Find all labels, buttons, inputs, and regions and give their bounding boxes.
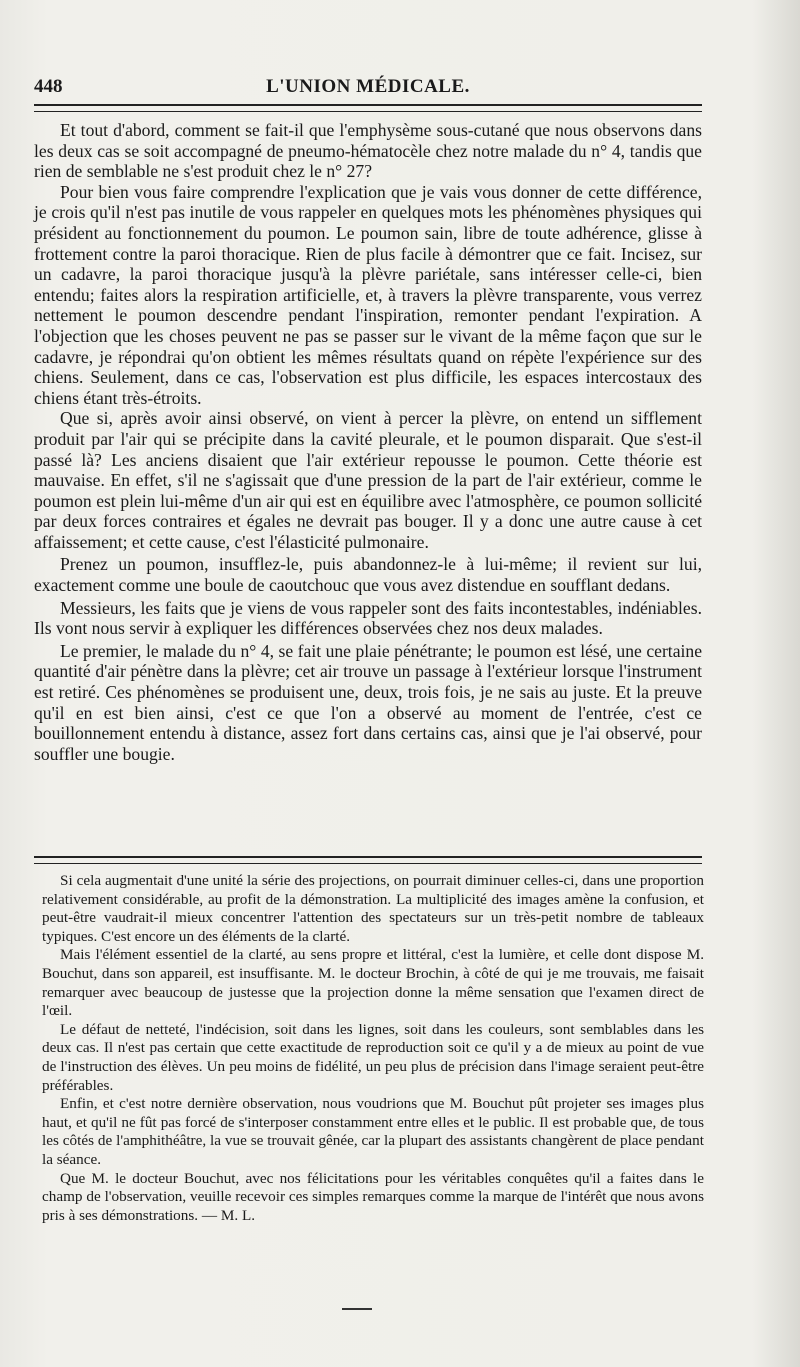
main-paragraph: Et tout d'abord, comment se fait-il que l'emphysème sous-cutané que nous observons dans les deux cas se soit accompagné de pneumo-hématocèle chez notre malade du n° 4, tandis que rien de semblable ne s'est produit chez le n° 27? [34,120,702,182]
main-paragraph: Le premier, le malade du n° 4, se fait une plaie pénétrante; le poumon est lésé, une certaine quantité d'air pénètre dans la plèvre; cet air trouve un passage à l'extérieur lorsque l'instrument est retiré. Ces phénomènes se produisent une, deux, trois fois, je ne sais au juste. Et la preuve qu'il en est bien ainsi, c'est ce que l'on a observé au moment de l'entrée, c'est ce bouillonnement entendu à distance, assez fort dans certains cas, ainsi que je l'ai observé, pour souffler une bougie. [34,640,702,764]
note-paragraph: Si cela augmentait d'une unité la série des projections, on pourrait diminuer celles-ci, dans une proportion relativement considérable, au profit de la démonstration. La multiplicité des images amène la confusion, et peut-être vaudrait-il mieux concentrer l'attention des spectateurs sur un très-petit nombre de tableaux typiques. C'est encore un des éléments de la clarté. [42,872,704,945]
running-head: L'UNION MÉDICALE. [266,76,470,97]
note-paragraph: Le défaut de netteté, l'indécision, soit dans les lignes, soit dans les couleurs, sont semblables dans les deux cas. Il n'est pas certain que cette exactitude de reproduction soit ce qu'il y a de mieux au point de vue de l'instruction des élèves. Un peu moins de fidélité, un peu plus de précision dans l'image seraient peut-être préférables. [42,1020,704,1094]
main-paragraph: Pour bien vous faire comprendre l'explication que je vais vous donner de cette différence, je crois qu'il n'est pas inutile de vous rappeler en quelques mots les phénomènes physiques qui président au fonctionnement du poumon. Le poumon sain, libre de toute adhérence, glisse à frottement contre la paroi thoracique. Rien de plus facile à démontrer que ce fait. Incisez, sur un cadavre, la paroi thoracique jusqu'à la plèvre pariétale, sans intéresser celle-ci, bien entendu; faites alors la respiration artificielle, et, à travers la plèvre transparente, vous verrez nettement le poumon descendre pendant l'inspiration, remonter pendant l'expiration. A l'objection que les choses peuvent ne pas se passer sur le vivant de la même façon que sur le cadavre, je répondrai qu'on obtient les mêmes résultats quand on répète l'expérience sur des chiens. Seulement, dans ce cas, l'observation est plus difficile, les espaces intercostaux des chiens étant très-étroits. [34,181,702,408]
main-paragraph: Que si, après avoir ainsi observé, on vient à percer la plèvre, on entend un sifflement produit par l'air qui se précipite dans la cavité pleurale, et le poumon disparait. Que s'est-il passé là? Les anciens disaient que l'air extérieur repousse le poumon. Cette théorie est mauvaise. En effet, s'il ne s'agissait que d'une pression de la part de l'air extérieur, comme le poumon est plein lui-même d'un air qui est en équilibre avec l'atmosphère, ce poumon sollicité par deux forces contraires et égales ne devrait pas bouger. Il y a donc une autre cause à cet affaissement; et cette cause, c'est l'élasticité pulmonaire. [34,408,702,552]
main-paragraph: Messieurs, les faits que je viens de vous rappeler sont des faits incontestables, indéniables. Ils vont nous servir à expliquer les différences observées chez nos deux malades. [34,597,702,639]
page-number: 448 [34,76,63,97]
section-rule [34,856,702,864]
page-header [34,76,702,100]
header-rule [34,104,702,112]
feuilleton-text [42,872,704,1225]
main-paragraph: Prenez un poumon, insufflez-le, puis abandonnez-le à lui-même; il revient sur lui, exactement comme une boule de caoutchouc que vous avez distendue en soufflant dedans. [34,554,702,596]
note-paragraph: Enfin, et c'est notre dernière observation, nous voudrions que M. Bouchut pût projeter ses images plus haut, et qu'il ne fût pas forcé de s'interposer constamment entre elles et le public. Il est probable que, de tous les côtés de l'amphithéâtre, la vue se trouvait gênée, car la plupart des assistants changèrent de place pendant la séance. [42,1095,704,1168]
end-rule [342,1308,372,1310]
note-paragraph: Que M. le docteur Bouchut, avec nos félicitations pour les véritables conquêtes qu'il a faites dans le champ de l'observation, veuille recevoir ces simples remarques comme la marque de l'intérêt que nous avons pris à ses démonstrations. — M. L. [42,1169,704,1224]
main-text [34,120,702,764]
note-paragraph: Mais l'élément essentiel de la clarté, au sens propre et littéral, c'est la lumière, et celle dont dispose M. Bouchut, dans son appareil, est insuffisante. M. le docteur Brochin, à côté de qui je me trouvais, me faisait remarquer avec beaucoup de justesse que la projection donne la même sensation que l'examen direct de l'œil. [42,946,704,1020]
